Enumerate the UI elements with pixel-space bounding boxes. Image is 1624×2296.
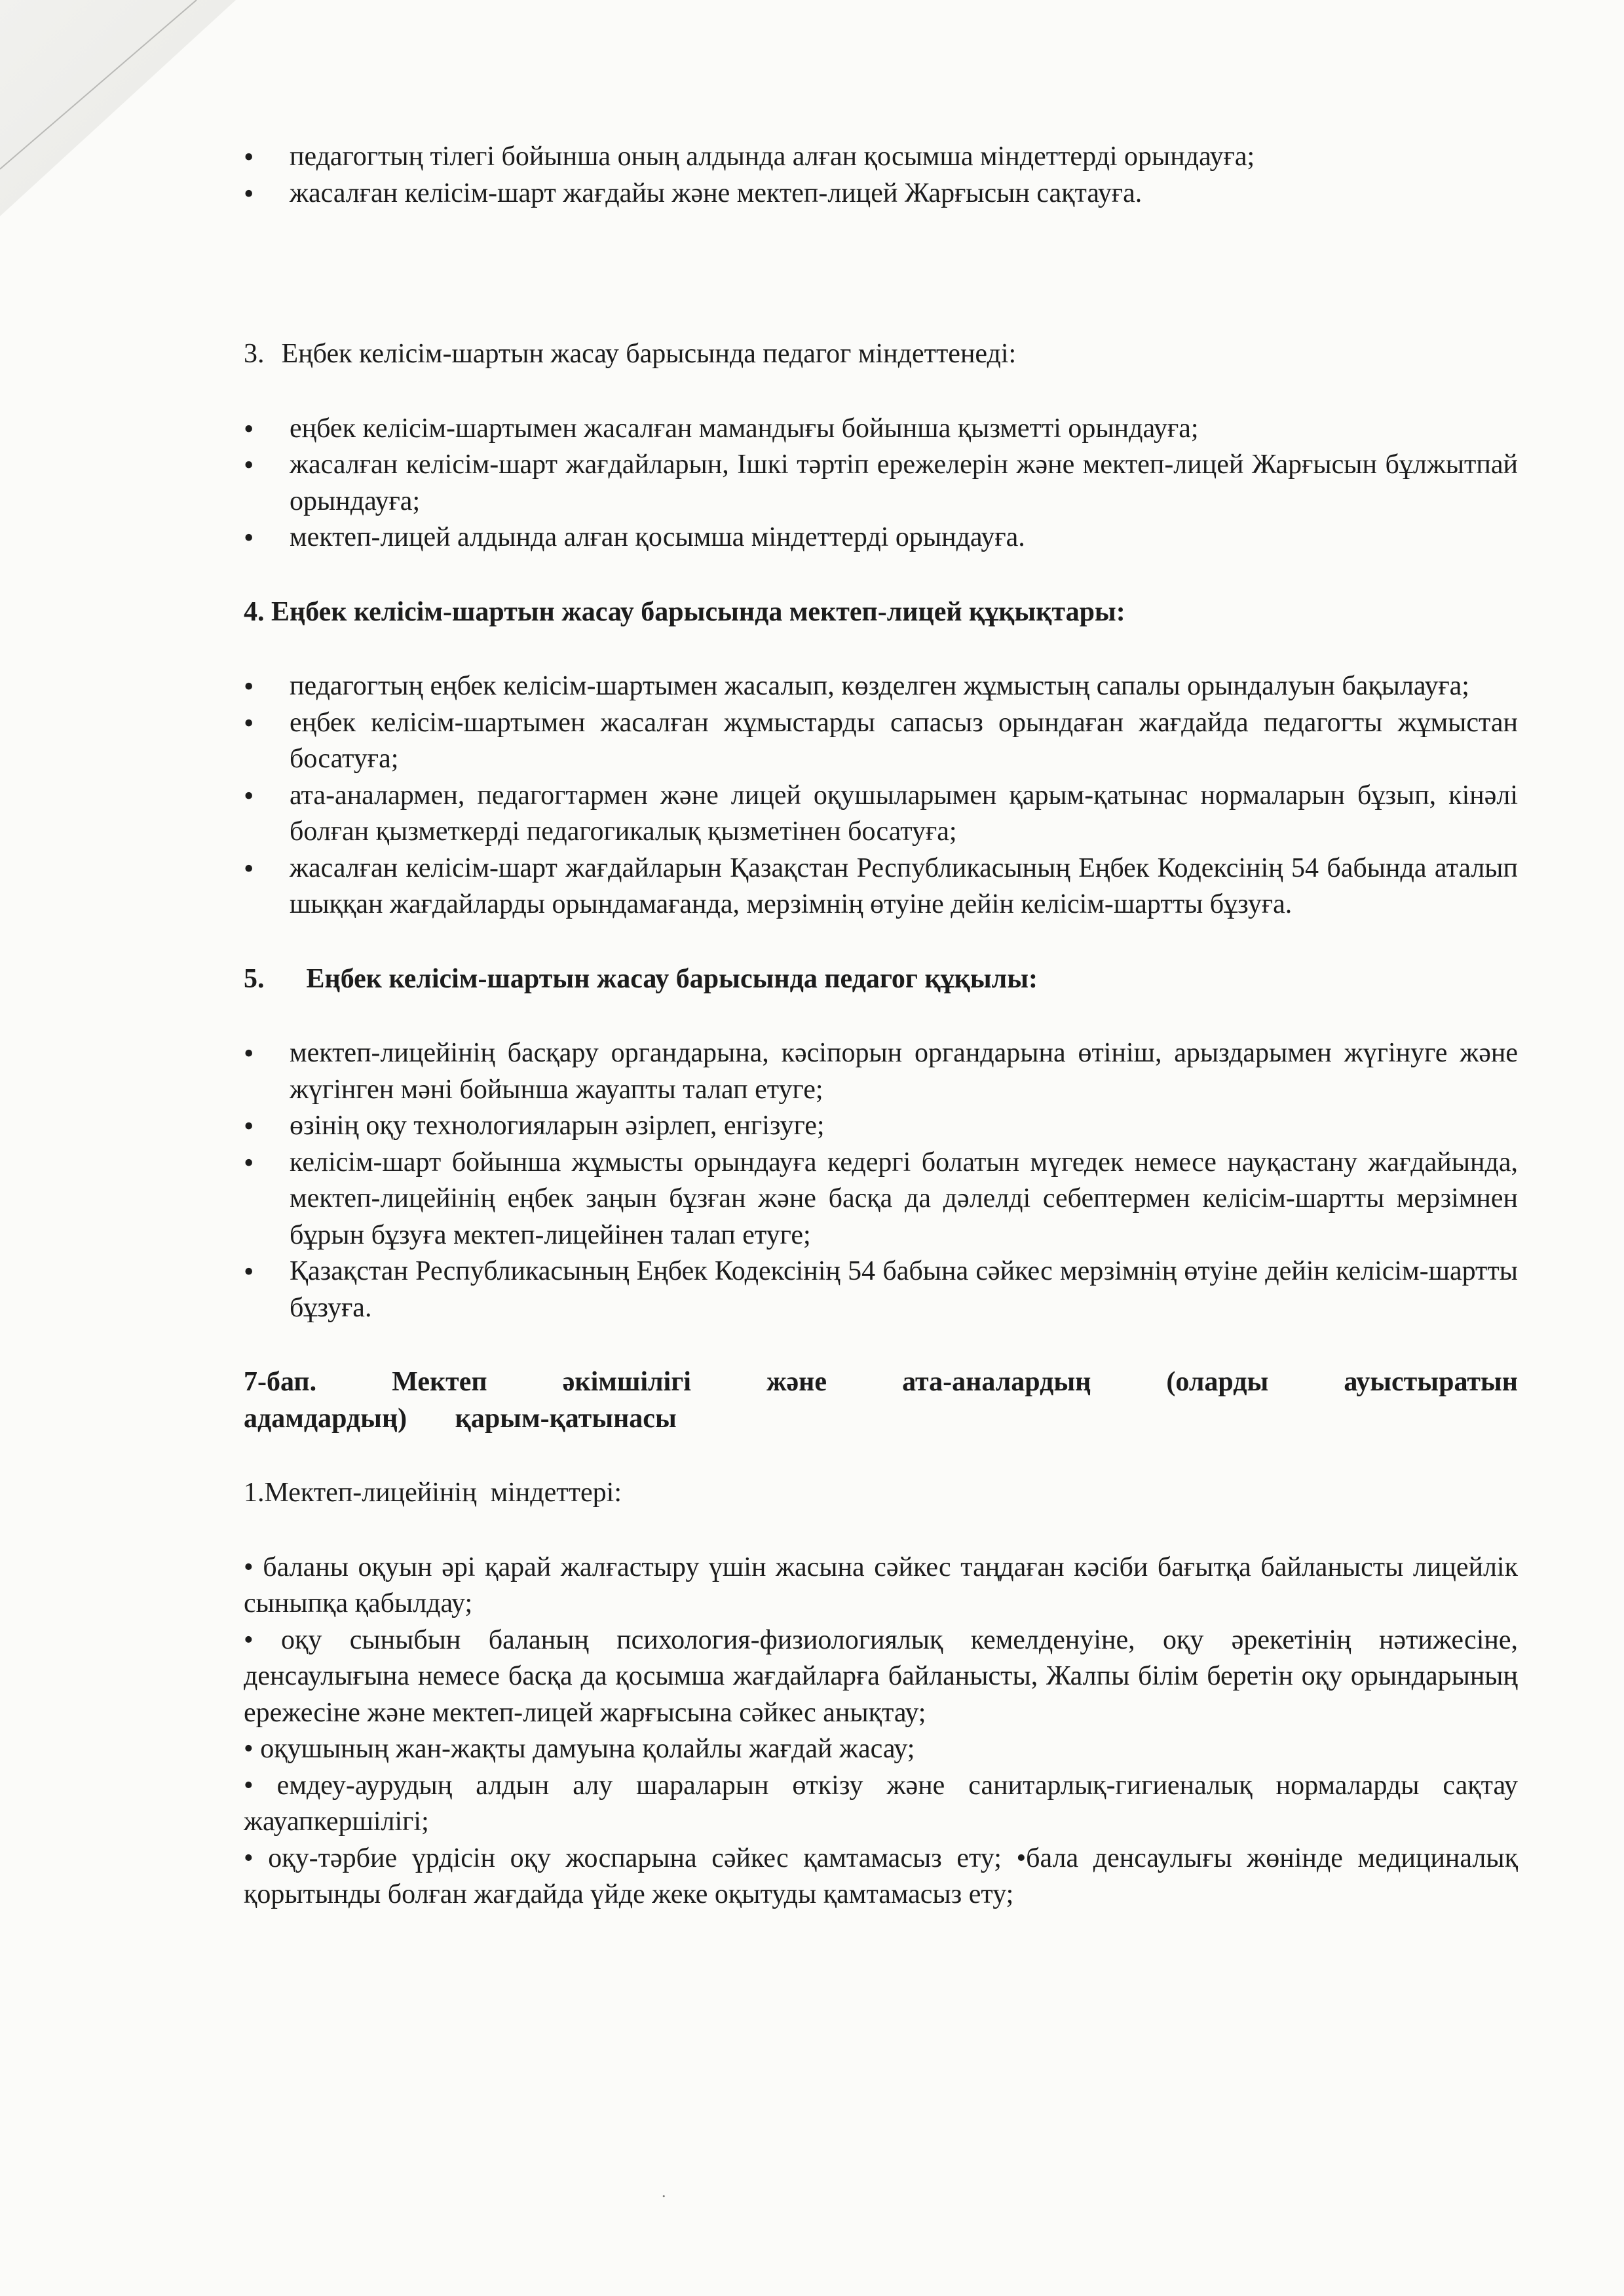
folded-corner-edge [0,0,236,216]
section5-title: Еңбек келісім-шартын жасау барысында педагог құқылы: [306,963,1038,994]
paragraph: • емдеу-аурудың алдын алу шараларын өткізу және санитарлық-гигиеналық нормаларды сақтау жауапкершілігі; [244,1770,1518,1837]
section5-list [244,1035,1518,1326]
paragraph: • баланы оқуын әрі қарай жалғастыру үшін жасына сәйкес таңдаған кәсіби бағытқа байланысты лицейлік сыныпқа қабылдау; [244,1552,1518,1618]
paragraph: • оқу-тәрбие үрдісін оқу жоспарына сәйкес қамтамасыз ету; •бала денсаулығы жөнінде медициналық қорытынды болған жағдайда үйде жеке оқытуды қамтамасыз ету; [244,1843,1518,1909]
list-item: • мектеп-лицей алдында алған қосымша міндеттерді орындауға. [244,520,1518,556]
section4-heading: 4. Еңбек келісім-шартын жасау барысында мектеп-лицей құқықтары: [244,596,1125,627]
section3-title: Еңбек келісім-шартын жасау барысында педагог міндеттенеді: [281,339,1017,369]
section3-list [244,411,1518,556]
list-item: • мектеп-лицейінің басқару органдарына, кәсіпорын органдарына өтініш, арыздарымен жүгінуге және жүгінген мәні бойынша жауапты талап етуге; [244,1035,1518,1108]
paragraph: • оқу сыныбын баланың психология-физиологиялық кемелденуіне, оқу әрекетінің нәтижесіне, денсаулығына немесе басқа да қосымша жағдайларға байланысты, Жалпы білім беретін оқу орындарының ережесіне және мектеп-лицей жарғысына сәйкес анықтау; [244,1624,1518,1728]
list-a [244,139,1518,212]
list-item: • өзінің оқу технологияларын әзірлеп, енгізуге; [244,1108,1518,1145]
list-item: • педагогтың тілегі бойынша оның алдында алған қосымша міндеттерді орындауға; [244,139,1518,176]
list-item: • педагогтың еңбек келісім-шартымен жасалып, көзделген жұмыстың сапалы орындалуын бақылауға; [244,668,1518,705]
chapter7-paragraphs [244,1550,1518,1913]
list-item: • Қазақстан Республикасының Еңбек Кодексінің 54 бабына сәйкес мерзімнің өтуіне дейін келісім-шартты бұзуға. [244,1253,1518,1326]
list-item: • жасалған келісім-шарт жағдайы және мектеп-лицей Жарғысын сақтауға. [244,176,1518,212]
paragraph: • оқушының жан-жақты дамуына қолайлы жағдай жасау; [244,1734,915,1764]
section5-heading [244,961,1518,998]
list-item: • ата-аналармен, педагогтармен және лицей оқушыларымен қарым-қатынас нормаларын бұзып, кінәлі болған қызметкерді педагогикалық қызметінен босатуға; [244,778,1518,851]
list-item: • еңбек келісім-шартымен жасалған жұмыстарды сапасыз орындаған жағдайда педагогты жұмыстан босатуға; [244,705,1518,778]
section5-number: 5. [244,963,265,994]
list-item: • еңбек келісім-шартымен жасалған мамандығы бойынша қызметті орындауға; [244,411,1518,448]
chapter7-subheading: 1.Мектеп-лицейінің міндеттері: [244,1478,622,1508]
list-item: • жасалған келісім-шарт жағдайларын Қазақстан Республикасының Еңбек Кодексінің 54 бабында аталып шыққан жағдайларды орындамағанда, мерзімнің өтуіне дейін келісім-шартты бұзуға. [244,851,1518,923]
chapter7-title-line2: адамдардың) қарым-қатынасы [244,1403,677,1434]
list-item: • келісім-шарт бойынша жұмысты орындауға кедергі болатын мүгедек немесе науқастану жағдайында, мектеп-лицейінің еңбек заңын бұзған және басқа да дәлелді себептермен келісім-шартты мерзімнен бұрын бұзуға мектеп-лицейінен талап етуге; [244,1145,1518,1254]
section4-list [244,668,1518,923]
chapter7-title-line1: 7-бап. Мектеп әкімшілігі және ата-аналардың (оларды ауыстыратын [244,1367,1518,1397]
chapter7-heading [244,1364,1518,1437]
section3-number: 3. [244,339,265,369]
document-page [244,139,1518,1913]
section3-heading [244,336,1518,373]
list-item: • жасалған келісім-шарт жағдайларын, Ішкі тәртіп ережелерін және мектеп-лицей Жарғысын бұлжытпай орындауға; [244,447,1518,520]
scan-speck: . [662,2182,666,2201]
